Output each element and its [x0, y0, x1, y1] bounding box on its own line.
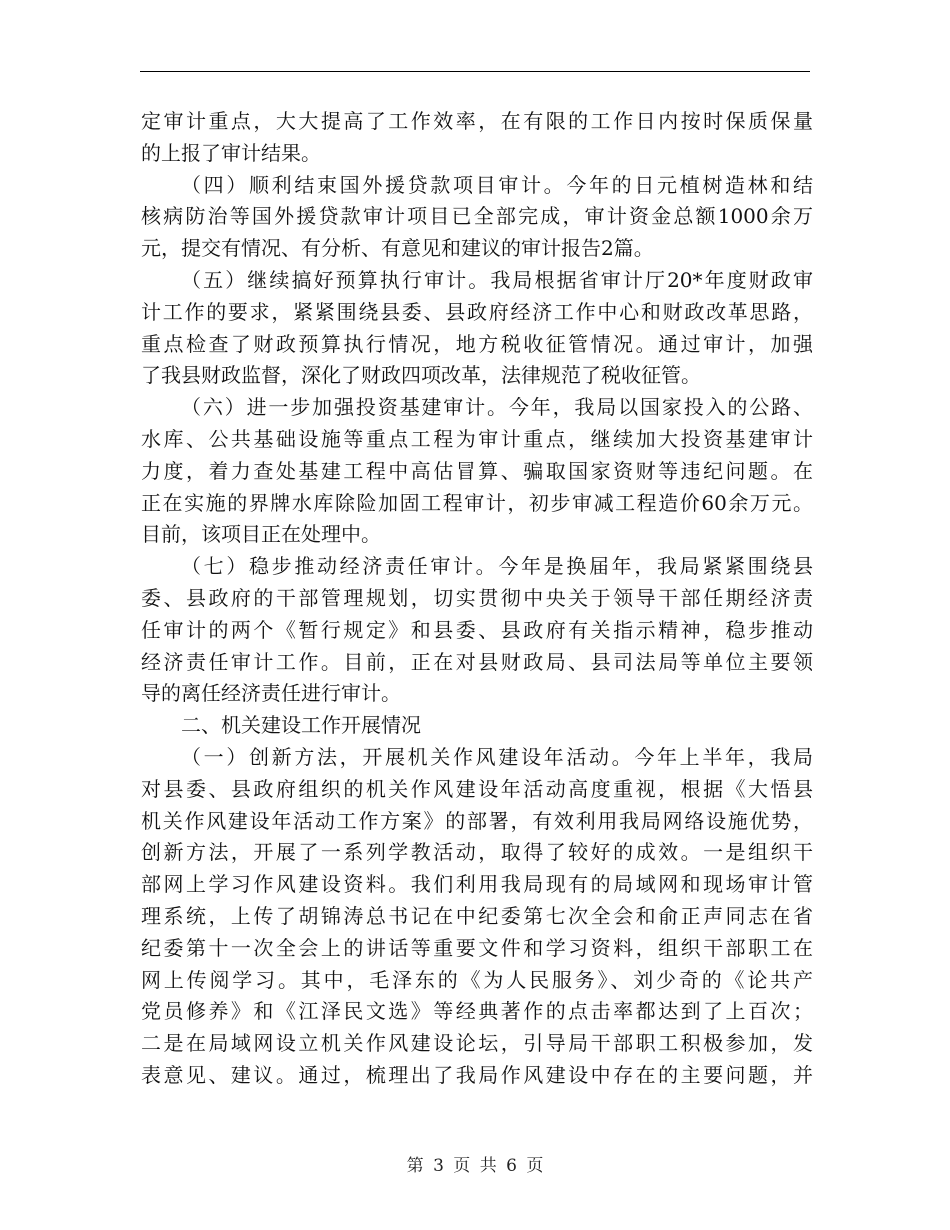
- page-number-footer: 第 3 页 共 6 页: [406, 1156, 544, 1176]
- text-line: 二是在局域网设立机关作风建设论坛，引导局干部职工积极参加，发: [141, 1031, 813, 1056]
- text-line: 理系统，上传了胡锦涛总书记在中纪委第七次全会和俞正声同志在省: [141, 903, 813, 928]
- text-line: 重点检查了财政预算执行情况，地方税收征管情况。通过审计，加强: [141, 331, 813, 356]
- text-line: 定审计重点，大大提高了工作效率，在有限的工作日内按时保质保量: [141, 109, 813, 133]
- text-line: 创新方法，开展了一系列学教活动，取得了较好的成效。一是组织干: [141, 840, 813, 865]
- text-line: 了我县财政监督，深化了财政四项改革，法律规范了税收征管。: [141, 363, 701, 388]
- text-line: 正在实施的界牌水库除险加固工程审计，初步审减工程造价60余万元。: [141, 490, 813, 515]
- text-line: （一）创新方法，开展机关作风建设年活动。今年上半年，我局: [181, 744, 813, 769]
- text-line: 导的离任经济责任进行审计。: [141, 681, 401, 706]
- header-rule: [140, 71, 810, 72]
- text-line: 核病防治等国外援贷款审计项目已全部完成，审计资金总额1000余万: [141, 204, 813, 229]
- text-line: 对县委、县政府组织的机关作风建设年活动高度重视，根据《大悟县: [141, 776, 813, 801]
- body-text: [141, 106, 813, 1092]
- text-line: 经济责任审计工作。目前，正在对县财政局、县司法局等单位主要领: [141, 649, 813, 674]
- section-heading: 二、机关建设工作开展情况: [181, 713, 421, 738]
- text-line: 目前，该项目正在处理中。: [141, 522, 381, 547]
- text-line: 纪委第十一次全会上的讲话等重要文件和学习资料，组织干部职工在: [141, 935, 813, 960]
- text-line: 力度，着力查处基建工程中高估冒算、骗取国家资财等违纪问题。在: [141, 458, 813, 483]
- text-line: 部网上学习作风建设资料。我们利用我局现有的局域网和现场审计管: [141, 872, 813, 897]
- text-line: 的上报了审计结果。: [141, 140, 321, 165]
- text-line: （五）继续搞好预算执行审计。我局根据省审计厅20*年度财政审: [181, 267, 813, 292]
- text-line: （六）进一步加强投资基建审计。今年，我局以国家投入的公路、: [181, 395, 813, 420]
- text-line: （四）顺利结束国外援贷款项目审计。今年的日元植树造林和结: [181, 172, 813, 197]
- text-line: 机关作风建设年活动工作方案》的部署，有效利用我局网络设施优势，: [141, 808, 813, 833]
- text-line: 水库、公共基础设施等重点工程为审计重点，继续加大投资基建审计: [141, 426, 813, 451]
- text-line: 计工作的要求，紧紧围绕县委、县政府经济工作中心和财政改革思路，: [141, 299, 813, 324]
- text-line: 委、县政府的干部管理规划，切实贯彻中央关于领导干部任期经济责: [141, 585, 813, 610]
- text-line: 任审计的两个《暂行规定》和县委、县政府有关指示精神，稳步推动: [141, 617, 813, 642]
- text-line: （七）稳步推动经济责任审计。今年是换届年，我局紧紧围绕县: [181, 554, 813, 579]
- text-line: 表意见、建议。通过，梳理出了我局作风建设中存在的主要问题，并: [141, 1062, 813, 1087]
- text-line: 党员修养》和《江泽民文选》等经典著作的点击率都达到了上百次；: [141, 999, 813, 1024]
- text-line: 元，提交有情况、有分析、有意见和建议的审计报告2篇。: [141, 236, 654, 261]
- text-line: 网上传阅学习。其中，毛泽东的《为人民服务》、刘少奇的《论共产: [141, 967, 813, 992]
